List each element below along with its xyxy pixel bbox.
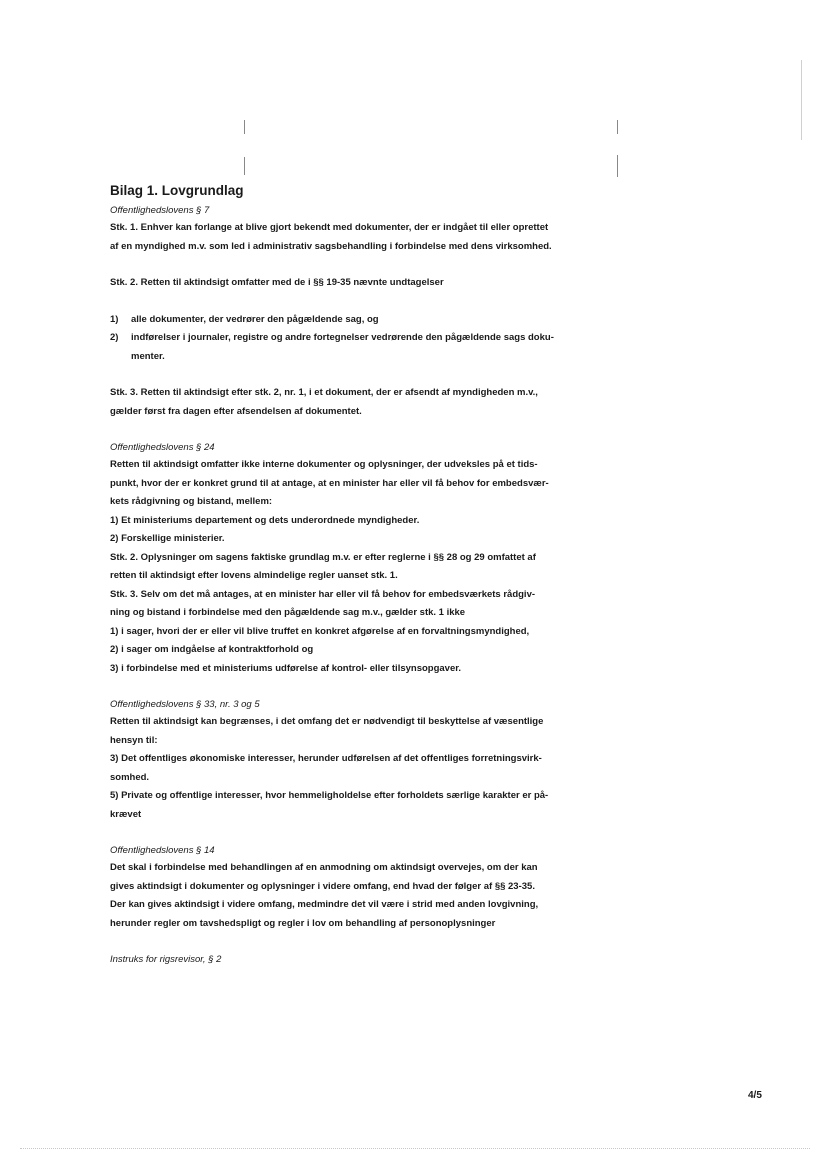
text-line: ning og bistand i forbindelse med den pågældende sag m.v., gælder stk. 1 ikke <box>110 607 466 618</box>
s7-list <box>110 311 580 367</box>
text-line: herunder regler om tavshedspligt og regler i lov om behandling af personoplysninger <box>110 917 496 929</box>
list-item: 2) indførelser i journaler, registre og andre fortegnelser vedrørende den pågældende sags doku- <box>110 332 554 343</box>
text-line: 2) Forskellige ministerier. <box>110 533 225 544</box>
page-heading: Bilag 1. Lovgrundlag <box>110 183 244 198</box>
text-line: gives aktindsigt i dokumenter og oplysninger i videre omfang, end hvad der følger af §§ 23-35. <box>110 880 535 892</box>
list-item: 1) alle dokumenter, der vedrører den pågældende sag, og <box>110 313 379 325</box>
section-title-s33: Offentlighedslovens § 33, nr. 3 og 5 <box>110 699 260 710</box>
section-title-s24: Offentlighedslovens § 24 <box>110 442 215 453</box>
scan-dotted-line <box>20 1148 810 1151</box>
text-line: Retten til aktindsigt omfatter ikke interne dokumenter og oplysninger, der udveksles på et tids- <box>110 459 538 470</box>
document-body <box>110 183 580 968</box>
text-line: Stk. 2. Oplysninger om sagens faktiske grundlag m.v. er efter reglerne i §§ 28 og 29 omfattet af <box>110 551 536 563</box>
text-line: 1) i sager, hvori der er eller vil blive truffet en konkret afgørelse af en forvaltningsmyndighed, <box>110 625 530 637</box>
text-line: Retten til aktindsigt kan begrænses, i det omfang det er nødvendigt til beskyttelse af væsentlige <box>110 716 544 727</box>
page-number: 4/5 <box>748 1090 762 1101</box>
text-line: gælder først fra dagen efter afsendelsen af dokumentet. <box>110 405 362 417</box>
text-line: somhed. <box>110 771 150 783</box>
text-line: retten til aktindsigt efter lovens almindelige regler uanset stk. 1. <box>110 570 398 581</box>
text-line: 3) Det offentliges økonomiske interesser, herunder udførelsen af det offentliges forretningsvirk- <box>110 753 542 764</box>
text-line: 2) i sager om indgåelse af kontraktforhold og <box>110 644 314 655</box>
text-line: Stk. 2. Retten til aktindsigt omfatter med de i §§ 19-35 nævnte undtagelser <box>110 277 444 288</box>
text-line: 5) Private og offentlige interesser, hvor hemmeligholdelse efter forholdets særlige karakter er på- <box>110 790 549 801</box>
section-title-instruks: Instruks for rigsrevisor, § 2 <box>110 954 222 965</box>
section-title-s7: Offentlighedslovens § 7 <box>110 205 210 216</box>
text-line: 1) Et ministeriums departement og dets underordnede myndigheder. <box>110 514 420 526</box>
section-title-s14: Offentlighedslovens § 14 <box>110 845 215 856</box>
scan-mark <box>244 157 245 175</box>
text-line: kets rådgivning og bistand, mellem: <box>110 496 273 507</box>
scan-mark <box>244 120 245 134</box>
text-line: Stk. 1. Enhver kan forlange at blive gjort bekendt med dokumenter, der er indgået til eller oprettet <box>110 222 549 233</box>
scan-mark <box>617 155 618 177</box>
scan-mark <box>617 120 618 134</box>
text-line: 3) i forbindelse med et ministeriums udførelse af kontrol- eller tilsynsopgaver. <box>110 662 462 674</box>
text-line: Stk. 3. Selv om det må antages, at en minister har eller vil få behov for embedsværkets rådgiv- <box>110 588 536 600</box>
text-line: af en myndighed m.v. som led i administrativ sagsbehandling i forbindelse med dens virksomhed. <box>110 240 552 252</box>
text-line: krævet <box>110 808 142 820</box>
text-line: punkt, hvor der er konkret grund til at antage, at en minister har eller vil få behov for embedsvær- <box>110 477 549 489</box>
text-line: Stk. 3. Retten til aktindsigt efter stk. 2, nr. 1, i et dokument, der er afsendt af myndigheden m.v., <box>110 387 538 398</box>
list-item-continuation: menter. <box>131 350 165 362</box>
text-line: Det skal i forbindelse med behandlingen af en anmodning om aktindsigt overvejes, om der kan <box>110 862 538 873</box>
text-line: Der kan gives aktindsigt i videre omfang, medmindre det vil være i strid med anden lovgivning, <box>110 899 539 910</box>
text-line: hensyn til: <box>110 734 158 746</box>
scan-mark <box>801 60 802 140</box>
